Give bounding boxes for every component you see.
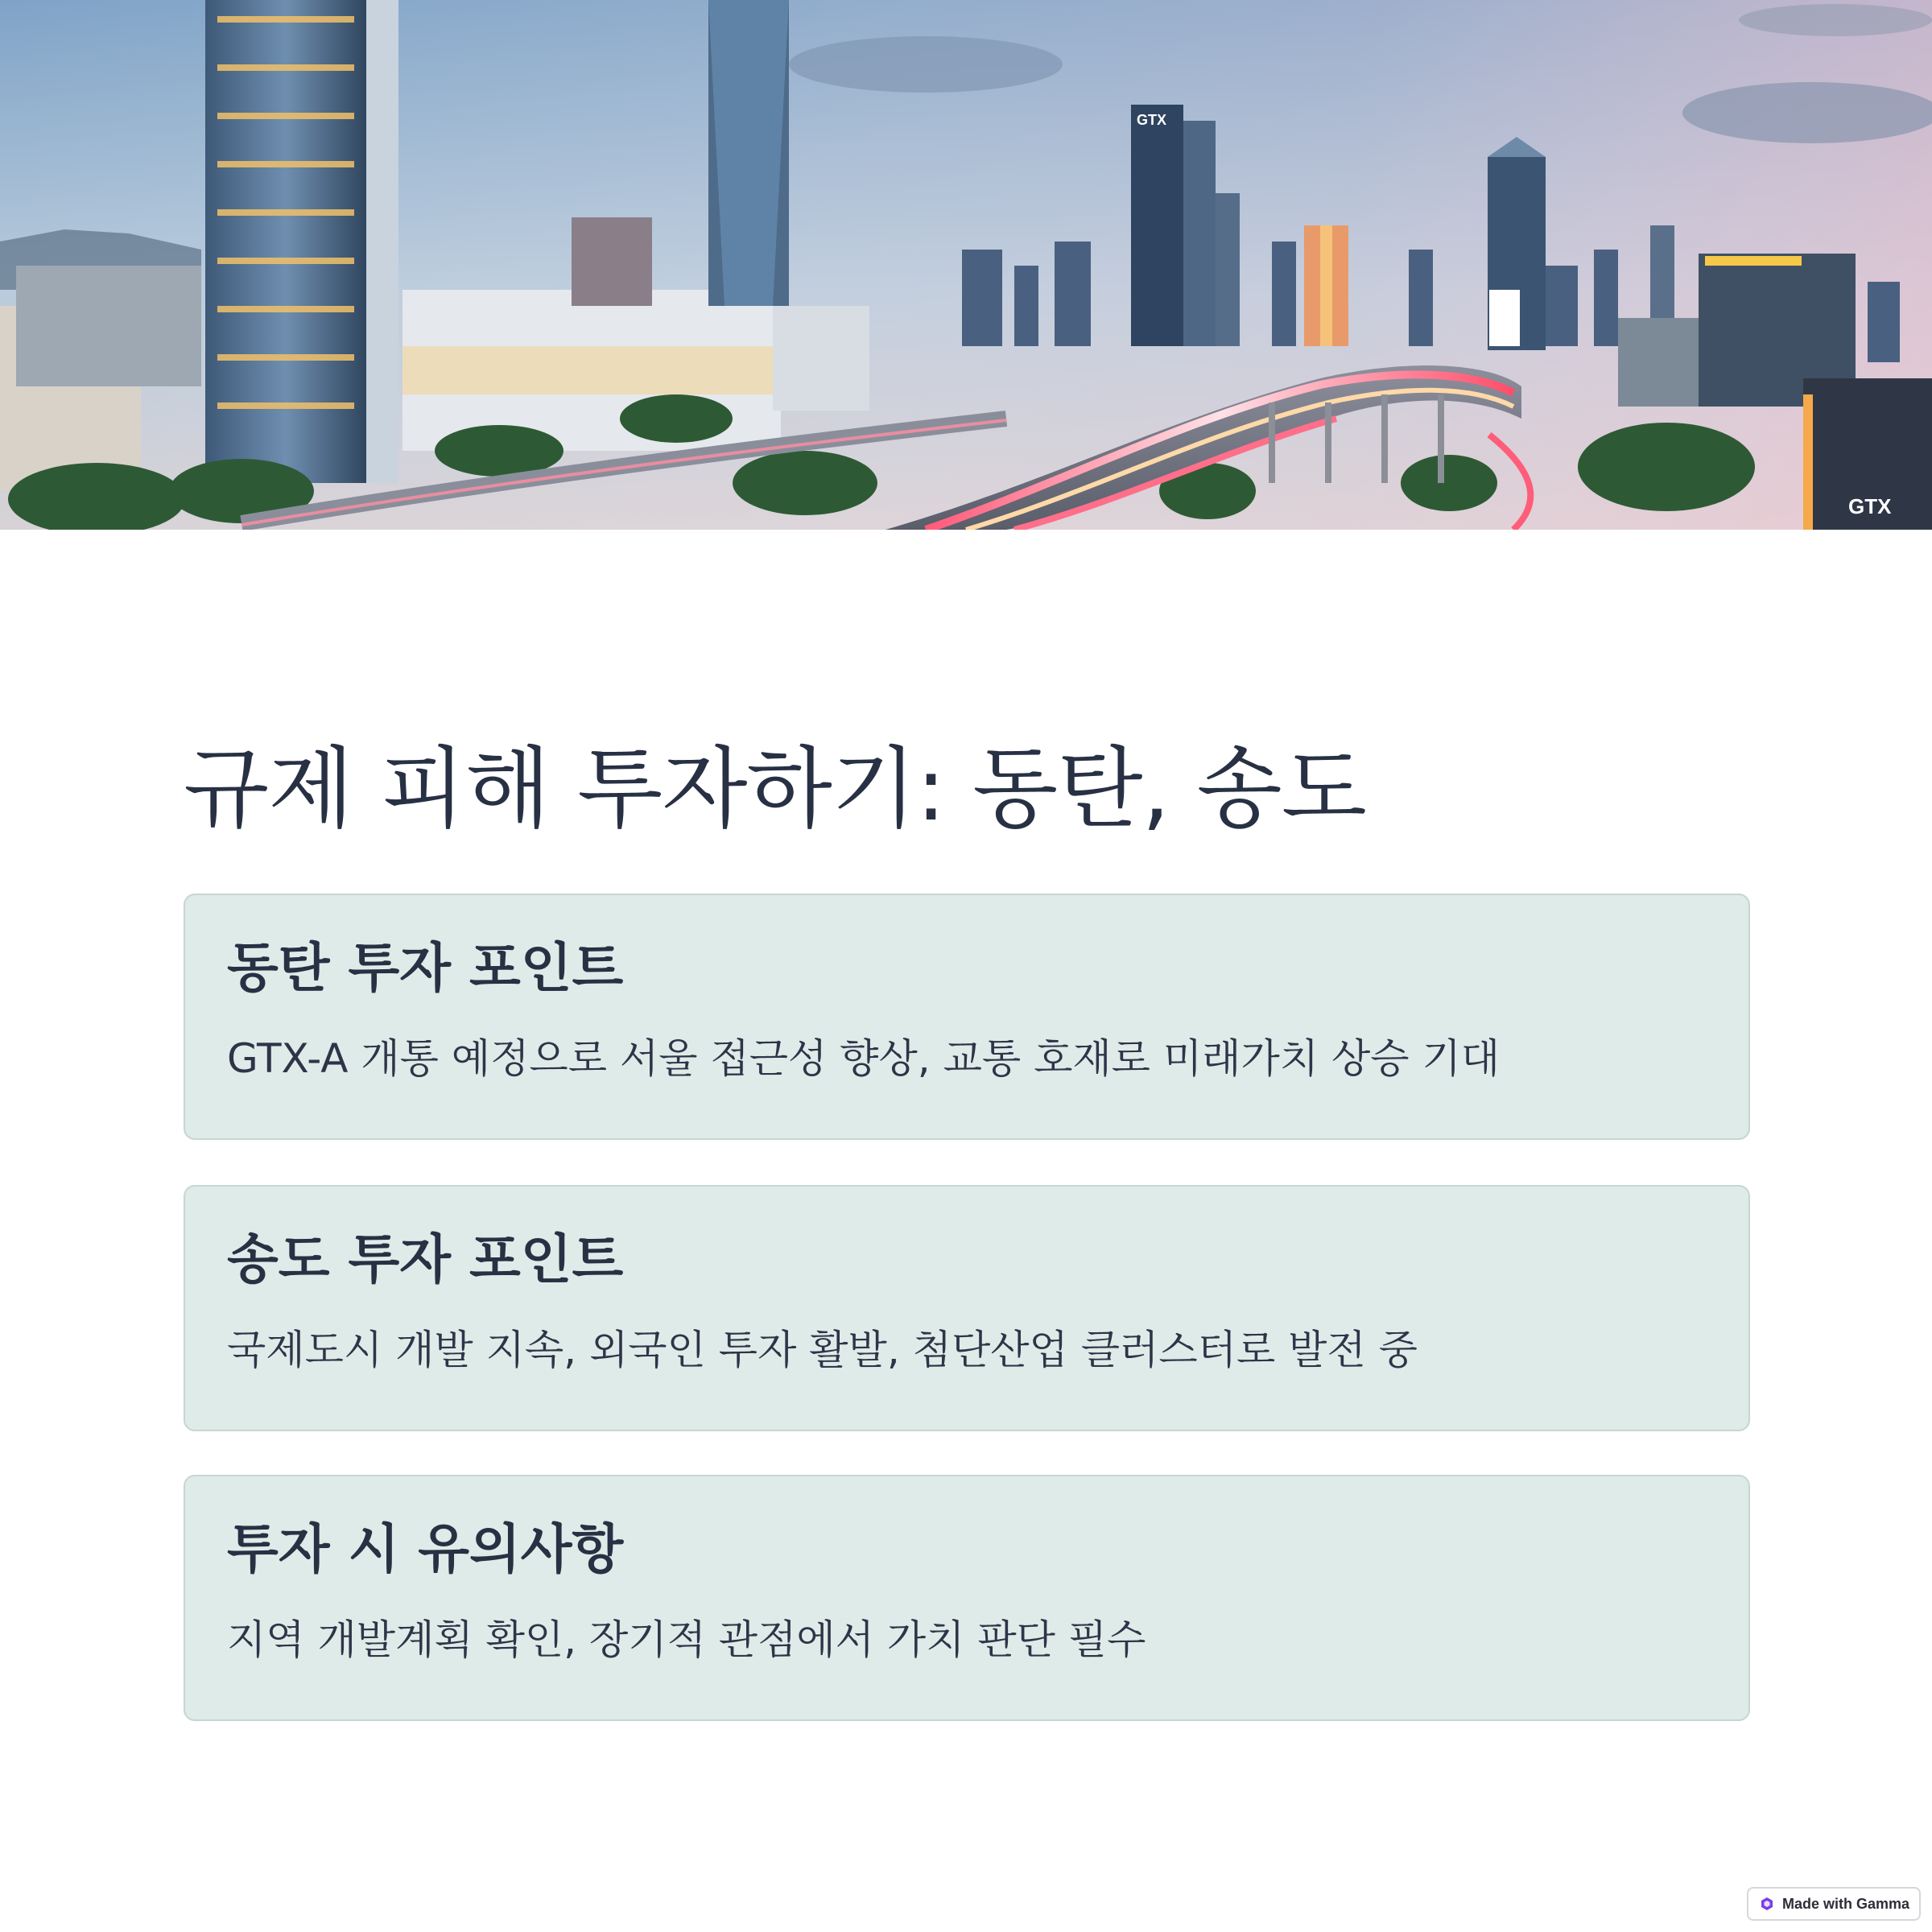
badge-label: Made with Gamma <box>1782 1895 1910 1912</box>
page-title: 규제 피해 투자하기: 동탄, 송도 <box>184 737 1367 840</box>
card-body: 국제도시 개발 지속, 외국인 투자 활발, 첨단산업 클러스터로 발전 중 <box>227 1327 1418 1373</box>
card-body: GTX-A 개통 예정으로 서울 접근성 향상, 교통 호재로 미래가치 상승 기대 <box>227 1035 1501 1082</box>
hero-sign-gtx-bottom: GTX <box>1848 494 1892 518</box>
card-songdo-investment-points <box>184 1185 1750 1431</box>
made-with-gamma-badge[interactable] <box>1747 1887 1921 1921</box>
card-title: 송도 투자 포인트 <box>227 1228 624 1290</box>
gamma-logo-icon <box>1760 1897 1774 1911</box>
city-skyline-illustration <box>0 0 1932 530</box>
hero-sign-gtx-top: GTX <box>1137 112 1167 128</box>
hero-image <box>0 0 1932 530</box>
card-investment-cautions <box>184 1475 1750 1721</box>
card-title: 투자 시 유의사항 <box>227 1518 624 1580</box>
card-title: 동탄 투자 포인트 <box>227 937 624 999</box>
card-body: 지역 개발계획 확인, 장기적 관점에서 가치 판단 필수 <box>227 1616 1146 1663</box>
card-dongtan-investment-points <box>184 894 1750 1140</box>
